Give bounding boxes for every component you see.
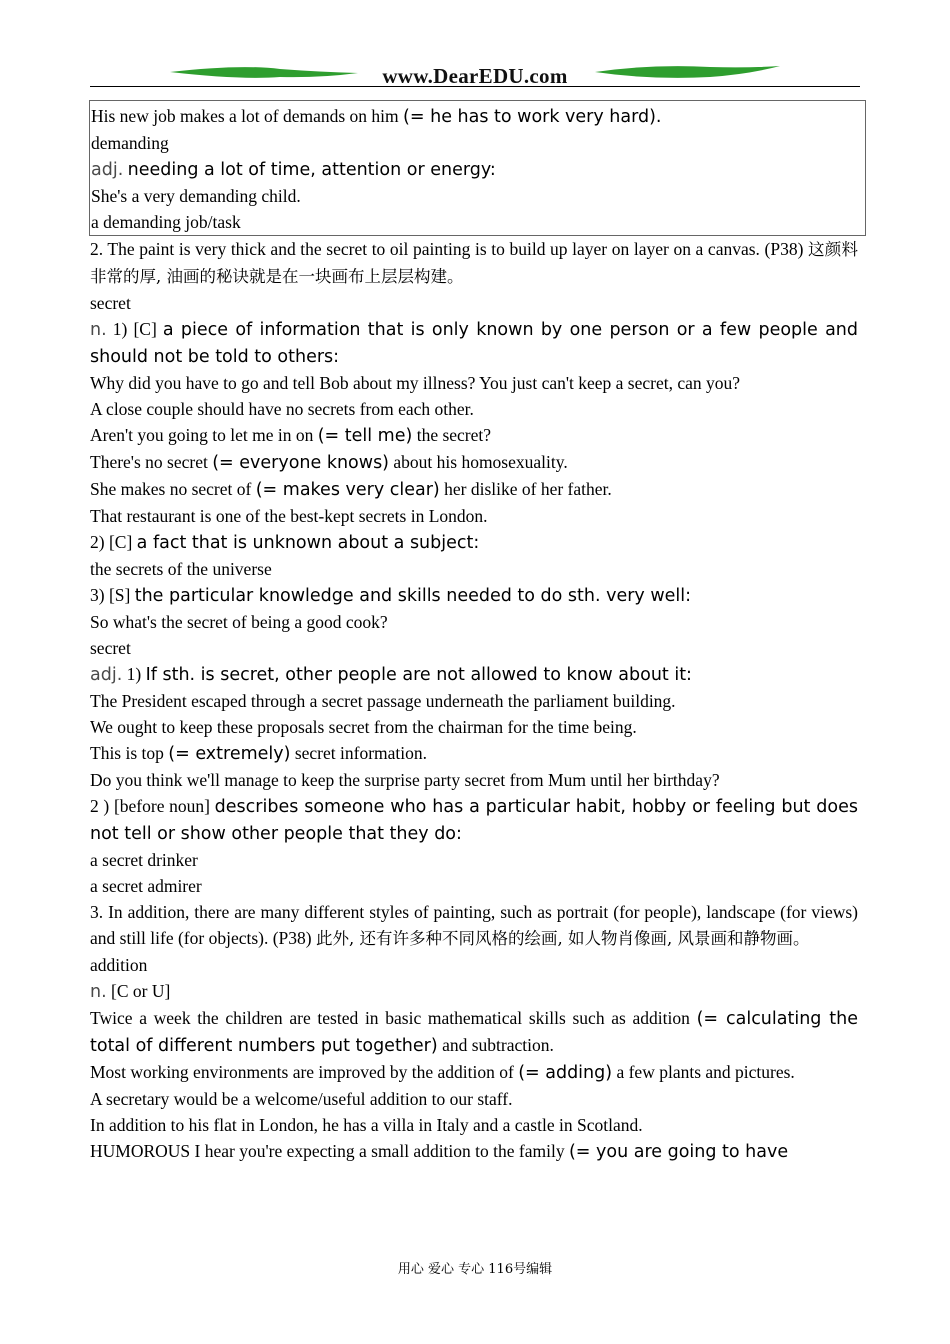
example-text: She makes no secret of — [90, 479, 252, 499]
sense-n — [90, 978, 858, 1005]
sense-tag: 1) — [126, 664, 142, 684]
gloss-text: (= extremely) — [168, 744, 291, 764]
example-text: her dislike of her father. — [444, 479, 612, 499]
definition-text: the particular knowledge and skills needed to do sth. very well: — [134, 586, 692, 606]
box-line-3 — [91, 156, 865, 183]
example-sentence — [90, 740, 858, 767]
headword: demanding — [91, 133, 169, 153]
headword: addition — [90, 955, 148, 975]
part-of-speech: n. — [90, 320, 107, 340]
sense-adj1 — [90, 661, 858, 688]
gloss-text: (= calculating the total of different numbers put together) — [90, 1009, 859, 1056]
lesson-sentence-2 — [90, 236, 858, 290]
definition-text: a fact that is unknown about a subject: — [136, 533, 480, 553]
sense-n2 — [90, 529, 858, 556]
example-sentence: the secrets of the universe — [90, 559, 272, 579]
sense-tag: 2) [C] — [90, 532, 133, 552]
example-sentence — [90, 1059, 858, 1086]
example-sentence — [90, 1005, 858, 1059]
definition-text: needing a lot of time, attention or energy: — [127, 160, 496, 180]
sense-tag: [C or U] — [111, 981, 171, 1001]
example-text: the secret? — [416, 425, 492, 445]
example-sentence: So what's the secret of being a good cook? — [90, 612, 388, 632]
definition-text: a piece of information that is only known by one person or a few people and should not be told to others: — [90, 320, 859, 367]
definition-text: If sth. is secret, other people are not allowed to know about it: — [145, 665, 692, 685]
example-text: There's no secret — [90, 452, 208, 472]
gloss-text: (= everyone knows) — [212, 453, 390, 473]
part-of-speech: adj. — [90, 665, 123, 685]
gloss-text: (= he has to work very hard). — [403, 107, 662, 127]
example-sentence: In addition to his flat in London, he has a villa in Italy and a castle in Scotland. — [90, 1115, 643, 1135]
part-of-speech: n. — [90, 982, 107, 1002]
headword: secret — [90, 293, 131, 313]
sentence-text: 2. The paint is very thick and the secret to oil painting is to build up layer on layer on a canvas. (P38) — [90, 239, 804, 259]
sense-n3 — [90, 582, 858, 609]
example-sentence: a secret drinker — [90, 850, 198, 870]
example-sentence: Why did you have to go and tell Bob about my illness? You just can't keep a secret, can you? — [90, 373, 741, 393]
example-text: and subtraction. — [442, 1035, 554, 1055]
example-text: Most working environments are improved by the addition of — [90, 1062, 514, 1082]
example-text: secret information. — [294, 743, 428, 763]
page-footer: 用心 爱心 专心 116号编辑 — [397, 1262, 553, 1277]
lesson-sentence-3 — [90, 899, 858, 952]
example-sentence: A secretary would be a welcome/useful addition to our staff. — [90, 1089, 513, 1109]
gloss-text: (= you are going to have — [568, 1142, 789, 1162]
sense-adj2 — [90, 793, 858, 847]
gloss-text: (= makes very clear) — [255, 480, 440, 500]
chinese-translation: 这颜料非常的厚, 油画的秘诀就是在一块画布上层层构建。 — [90, 240, 858, 286]
example-sentence — [90, 476, 858, 503]
example-text: about his homosexuality. — [393, 452, 568, 472]
example-text: HUMOROUS I hear you're expecting a small addition to the family — [90, 1141, 565, 1161]
example-sentence — [90, 1138, 858, 1165]
example-sentence — [90, 449, 858, 476]
example-sentence: a demanding job/task — [91, 212, 241, 232]
sentence-text: 3. In addition, there are many different styles of painting, such as portrait (for people), landscape (for views) and still life (for objects). (P38) — [90, 902, 858, 948]
example-sentence: Do you think we'll manage to keep the surprise party secret from Mum until her birthday? — [90, 770, 720, 790]
sense-n1 — [90, 316, 858, 370]
headword: secret — [90, 638, 131, 658]
example-sentence: a secret admirer — [90, 876, 202, 896]
example-text: His new job makes a lot of demands on him — [91, 106, 399, 126]
example-text: Twice a week the children are tested in basic mathematical skills such as addition — [90, 1008, 690, 1028]
page-header — [90, 60, 860, 90]
site-logo[interactable]: www.DearEDU.com — [382, 64, 568, 88]
definition-text: describes someone who has a particular habit, hobby or feeling but does not tell or show other people that they do: — [90, 797, 858, 844]
example-text: Aren't you going to let me in on — [90, 425, 314, 445]
example-sentence: A close couple should have no secrets from each other. — [90, 399, 474, 419]
example-sentence — [90, 422, 858, 449]
example-sentence: That restaurant is one of the best-kept secrets in London. — [90, 506, 488, 526]
example-text: This is top — [90, 743, 164, 763]
gloss-text: (= adding) — [518, 1063, 613, 1083]
example-sentence: We ought to keep these proposals secret from the chairman for the time being. — [90, 717, 637, 737]
example-text: a few plants and pictures. — [616, 1062, 795, 1082]
example-sentence: She's a very demanding child. — [91, 186, 301, 206]
example-sentence: The President escaped through a secret passage underneath the parliament building. — [90, 691, 676, 711]
sense-tag: 1) [C] — [112, 319, 157, 339]
header-rule — [90, 86, 860, 87]
document-body — [90, 100, 858, 1165]
gloss-text: (= tell me) — [317, 426, 413, 446]
sense-tag: 3) [S] — [90, 585, 131, 605]
box-line-1 — [91, 103, 865, 130]
part-of-speech: adj. — [91, 160, 124, 180]
sense-tag: 2 ) [before noun] — [90, 796, 210, 816]
definition-box — [89, 100, 866, 236]
chinese-translation: 此外, 还有许多种不同风格的绘画, 如人物肖像画, 风景画和静物画。 — [316, 929, 810, 948]
